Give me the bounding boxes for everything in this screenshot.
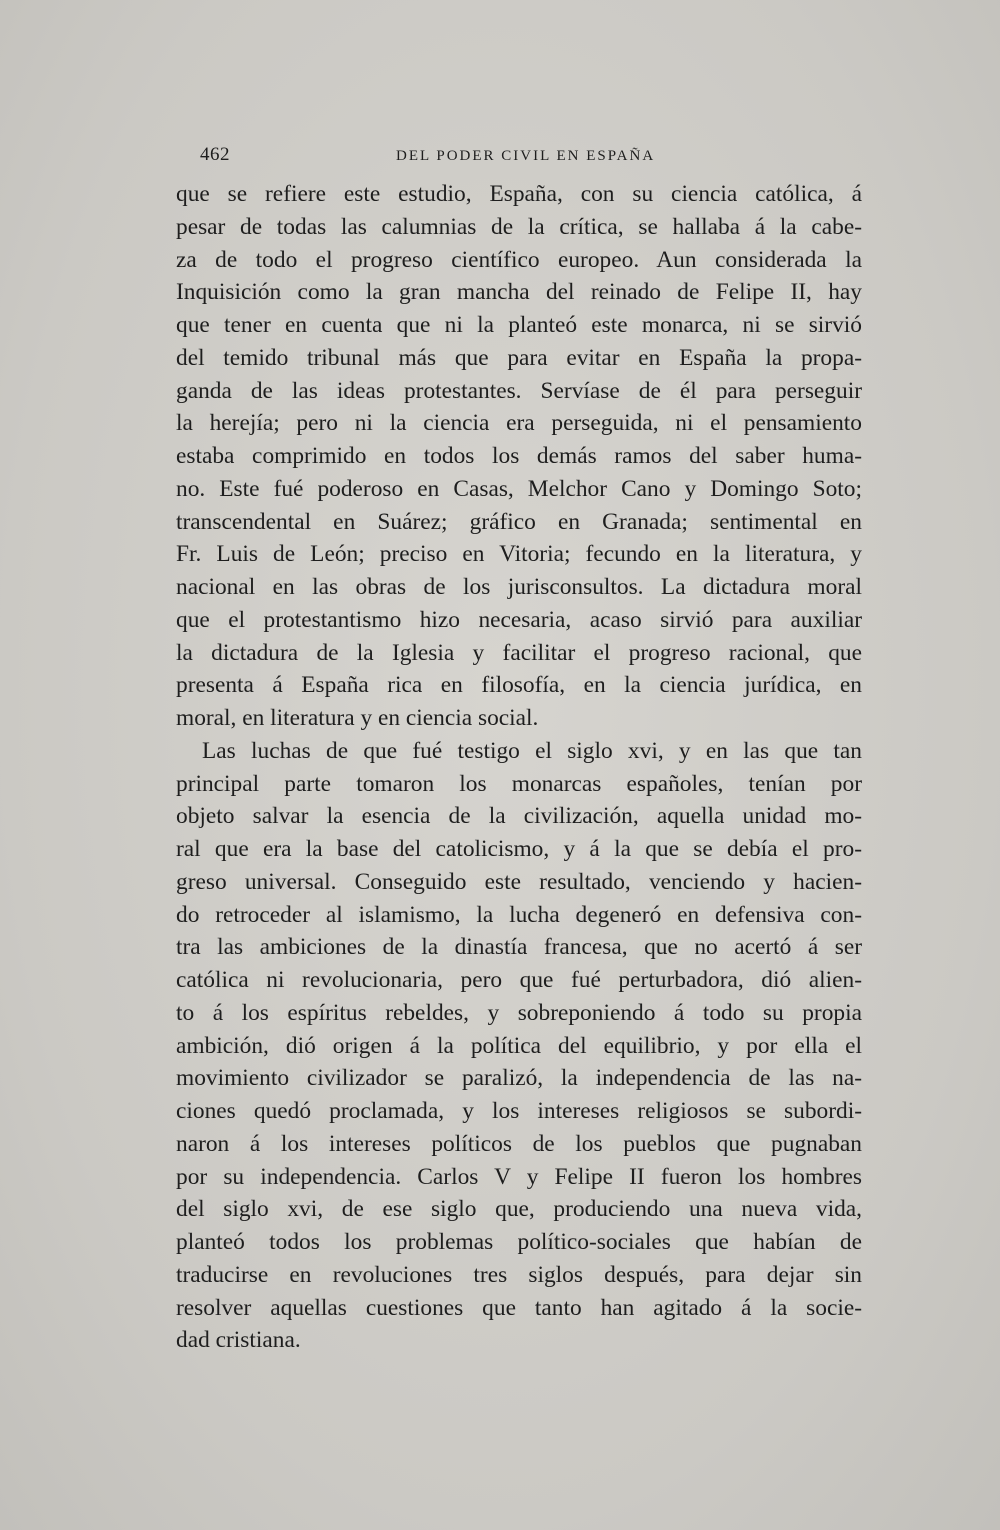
text-line: ambición, dió origen á la política del equilibrio, y por ella el [176,1032,862,1059]
text-line: principal parte tomaron los monarcas españoles, tenían por [176,770,862,797]
text-line: greso universal. Conseguido este resultado, venciendo y hacien- [176,868,862,895]
page-number: 462 [200,144,230,165]
text-line: movimiento civilizador se paralizó, la independencia de las na- [176,1065,862,1092]
text-line: presenta á España rica en filosofía, en la ciencia jurídica, en [176,672,862,699]
text-line: ciones quedó proclamada, y los intereses religiosos se subordi- [176,1098,862,1124]
paragraph-first-line: Las luchas de que fué testigo el siglo xvi, y en las que tan [202,737,862,764]
text-line: no. Este fué poderoso en Casas, Melchor Cano y Domingo Soto; [176,475,862,502]
text-line: objeto salvar la esencia de la civilización, aquella unidad mo- [176,803,862,830]
text-line: ganda de las ideas protestantes. Servíase de él para perseguir [176,377,862,404]
text-line: pesar de todas las calumnias de la crítica, se hallaba á la cabe- [176,213,862,240]
text-line: del temido tribunal más que para evitar en España la propa- [176,344,862,371]
text-line: naron á los intereses políticos de los pueblos que pugnaban [176,1130,862,1157]
body-text [176,178,862,1357]
paragraph-last-line: moral, en literatura y en ciencia social. [176,705,539,731]
text-line: la dictadura de la Iglesia y facilitar el progreso racional, que [176,639,862,666]
text-line: la herejía; pero ni la ciencia era perseguida, ni el pensamiento [176,410,862,437]
text-line: to á los espíritus rebeldes, y sobreponiendo á todo su propia [176,999,862,1026]
running-title: DEL PODER CIVIL EN ESPAÑA [396,148,656,164]
paragraph-last-line: dad cristiana. [176,1327,301,1354]
text-line: del siglo xvi, de ese siglo que, produciendo una nueva vida, [176,1196,862,1223]
text-line: que el protestantismo hizo necesaria, acaso sirvió para auxiliar [176,606,862,633]
text-line: nacional en las obras de los jurisconsultos. La dictadura moral [176,574,862,600]
text-line: católica ni revolucionaria, pero que fué perturbadora, dió alien- [176,967,862,993]
text-line: za de todo el progreso científico europeo. Aun considerada la [176,246,862,273]
text-line: ral que era la base del catolicismo, y á la que se debía el pro- [176,836,862,862]
text-line: planteó todos los problemas político-sociales que habían de [176,1229,862,1255]
text-line: que se refiere este estudio, España, con su ciencia católica, á [176,181,862,207]
running-head [200,144,860,168]
text-line: que tener en cuenta que ni la planteó este monarca, ni se sirvió [176,312,862,338]
text-line: transcendental en Suárez; gráfico en Granada; sentimental en [176,508,862,535]
text-line: Inquisición como la gran mancha del reinado de Felipe II, hay [176,279,862,306]
text-line: resolver aquellas cuestiones que tanto han agitado á la socie- [176,1294,862,1321]
text-line: traducirse en revoluciones tres siglos después, para dejar sin [176,1261,862,1288]
text-line: Fr. Luis de León; preciso en Vitoria; fecundo en la literatura, y [176,541,862,568]
text-line: estaba comprimido en todos los demás ramos del saber huma- [176,443,862,469]
text-line: por su independencia. Carlos V y Felipe II fueron los hombres [176,1163,862,1190]
text-line: tra las ambiciones de la dinastía francesa, que no acertó á ser [176,934,862,961]
text-line: do retroceder al islamismo, la lucha degeneró en defensiva con- [176,901,862,928]
